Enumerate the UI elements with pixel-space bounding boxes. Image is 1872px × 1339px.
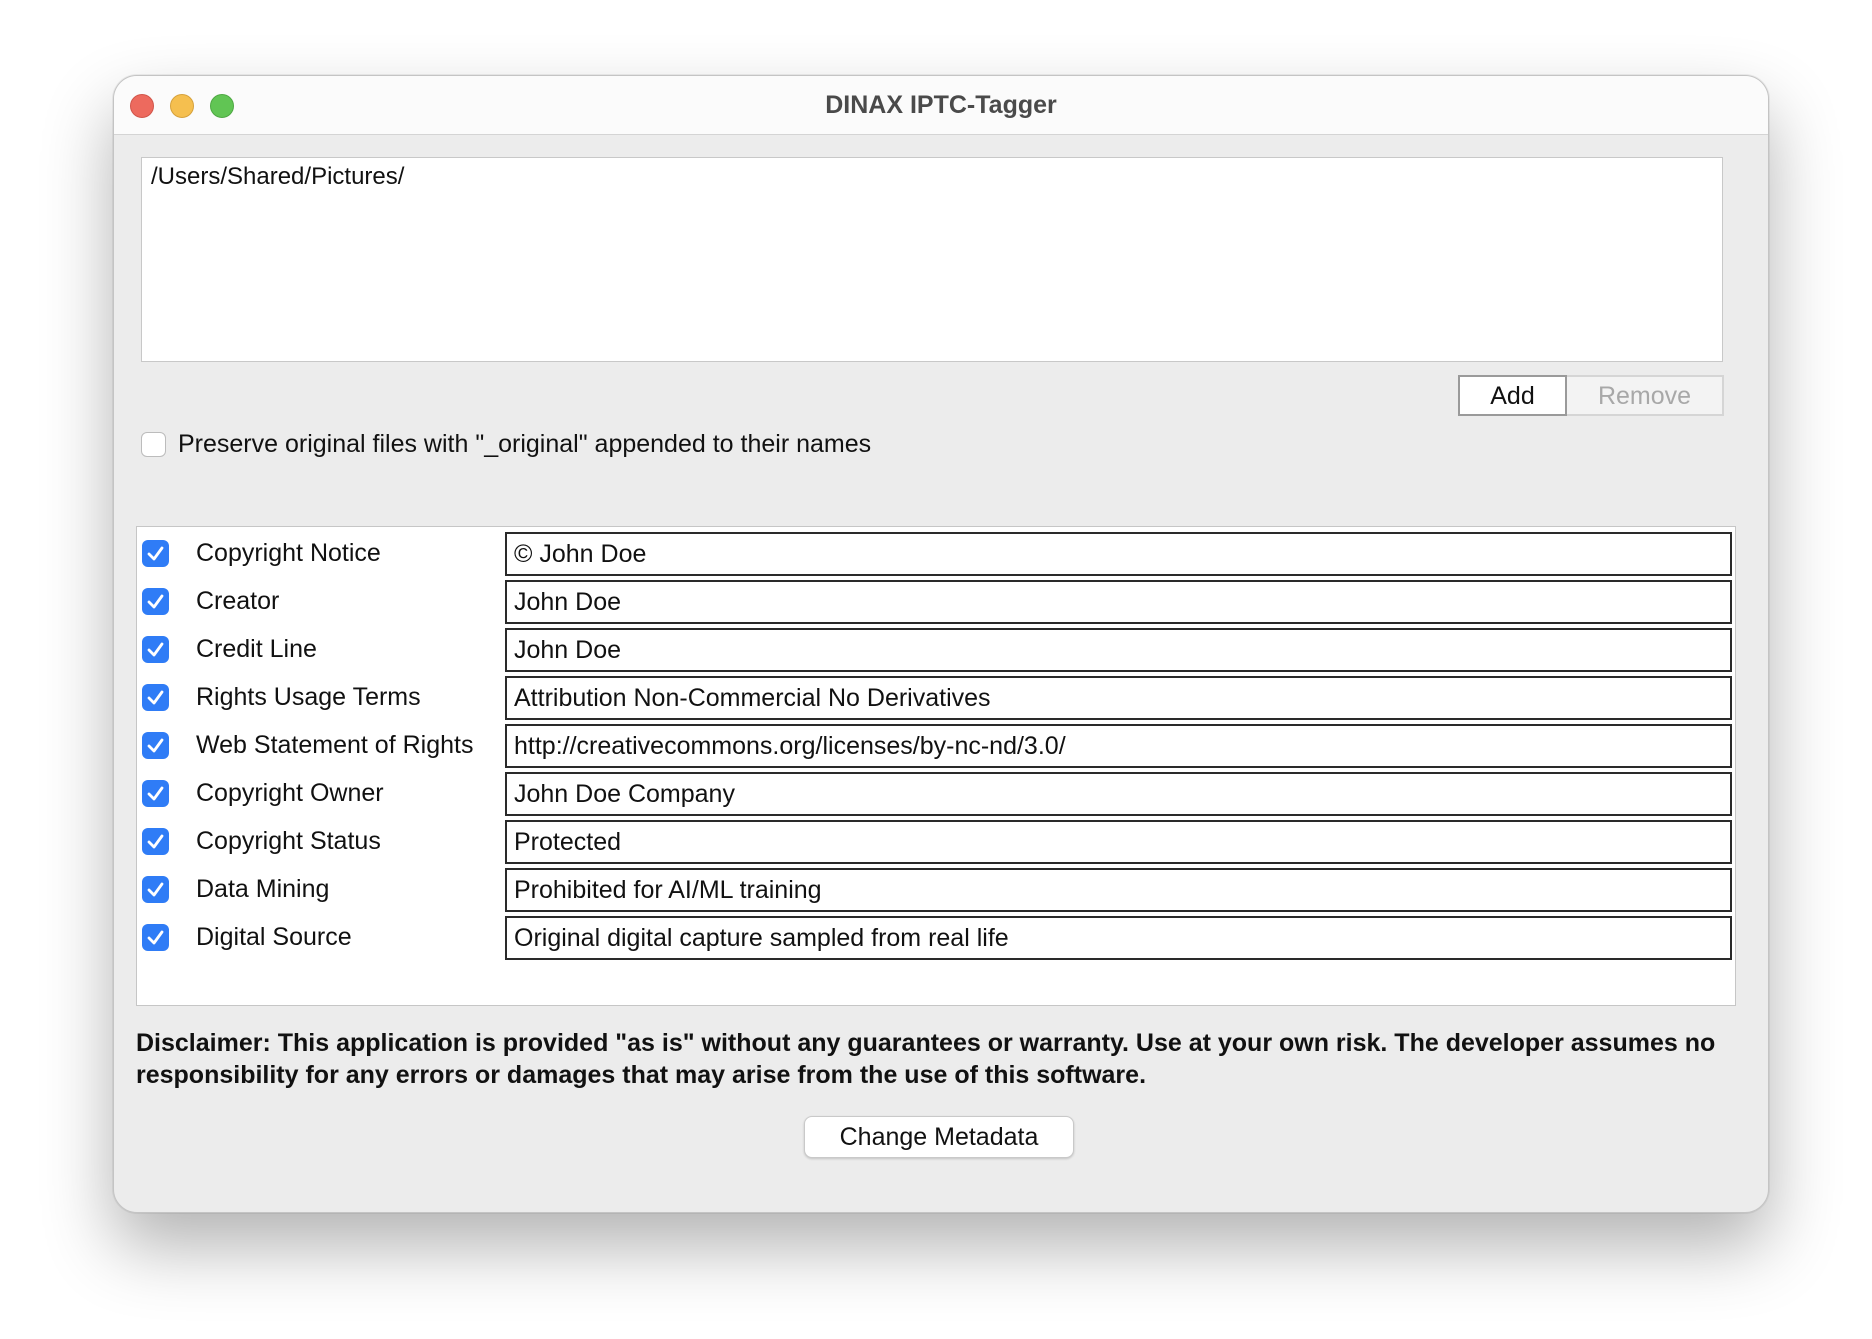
preserve-originals-label: Preserve original files with "_original" appended to their names [178, 429, 872, 458]
data-mining-checkbox[interactable] [142, 876, 169, 903]
copyright-status-input[interactable]: Protected [505, 820, 1732, 864]
web-statement-input[interactable]: http://creativecommons.org/licenses/by-nc-nd/3.0/ [505, 724, 1732, 768]
creator-checkbox[interactable] [142, 588, 169, 615]
copyright-notice-input[interactable]: © John Doe [505, 532, 1732, 576]
checkmark-icon [146, 544, 165, 563]
checkmark-icon [146, 640, 165, 659]
file-list[interactable] [141, 157, 1723, 362]
creator-input[interactable]: John Doe [505, 580, 1732, 624]
digital-source-input[interactable]: Original digital capture sampled from real life [505, 916, 1732, 960]
copyright-notice-checkbox[interactable] [142, 540, 169, 567]
field-row-credit-line [137, 626, 1735, 670]
copyright-owner-input[interactable]: John Doe Company [505, 772, 1732, 816]
copyright-owner-label: Copyright Owner [196, 779, 384, 807]
checkmark-icon [146, 688, 165, 707]
credit-line-checkbox[interactable] [142, 636, 169, 663]
file-list-item[interactable]: /Users/Shared/Pictures/ [151, 163, 405, 190]
field-row-copyright-notice [137, 530, 1735, 574]
digital-source-label: Digital Source [196, 923, 352, 951]
data-mining-input[interactable]: Prohibited for AI/ML training [505, 868, 1732, 912]
copyright-notice-label: Copyright Notice [196, 539, 381, 567]
remove-button[interactable]: Remove [1567, 375, 1724, 416]
copyright-owner-checkbox[interactable] [142, 780, 169, 807]
credit-line-label: Credit Line [196, 635, 317, 663]
web-statement-label: Web Statement of Rights [196, 731, 474, 759]
window-title: DINAX IPTC-Tagger [825, 91, 1057, 119]
field-row-rights-usage-terms [137, 674, 1735, 718]
checkmark-icon [146, 784, 165, 803]
checkmark-icon [146, 832, 165, 851]
rights-usage-terms-input[interactable]: Attribution Non-Commercial No Derivatives [505, 676, 1732, 720]
field-row-creator [137, 578, 1735, 622]
rights-usage-terms-label: Rights Usage Terms [196, 683, 421, 711]
web-statement-checkbox[interactable] [142, 732, 169, 759]
field-row-copyright-owner [137, 770, 1735, 814]
preserve-originals-checkbox[interactable] [141, 432, 166, 457]
disclaimer-text: Disclaimer: This application is provided "as is" without any guarantees or warranty. Use at your own risk. The developer assumes no responsibility for any errors or damages that may arise from the use of this software. [136, 1029, 1716, 1089]
field-row-web-statement-of-rights [137, 722, 1735, 766]
checkmark-icon [146, 880, 165, 899]
change-metadata-button[interactable]: Change Metadata [804, 1116, 1074, 1158]
checkmark-icon [146, 592, 165, 611]
copyright-status-checkbox[interactable] [142, 828, 169, 855]
data-mining-label: Data Mining [196, 875, 330, 903]
field-row-digital-source [137, 914, 1735, 958]
field-row-copyright-status [137, 818, 1735, 862]
checkmark-icon [146, 928, 165, 947]
add-button[interactable]: Add [1458, 375, 1567, 416]
app-window [113, 75, 1769, 1213]
field-row-data-mining [137, 866, 1735, 910]
preserve-originals-option[interactable] [141, 428, 871, 460]
creator-label: Creator [196, 587, 280, 615]
rights-usage-terms-checkbox[interactable] [142, 684, 169, 711]
copyright-status-label: Copyright Status [196, 827, 381, 855]
credit-line-input[interactable]: John Doe [505, 628, 1732, 672]
digital-source-checkbox[interactable] [142, 924, 169, 951]
metadata-fields-panel [136, 526, 1736, 1006]
title-bar[interactable] [114, 76, 1768, 135]
checkmark-icon [146, 736, 165, 755]
